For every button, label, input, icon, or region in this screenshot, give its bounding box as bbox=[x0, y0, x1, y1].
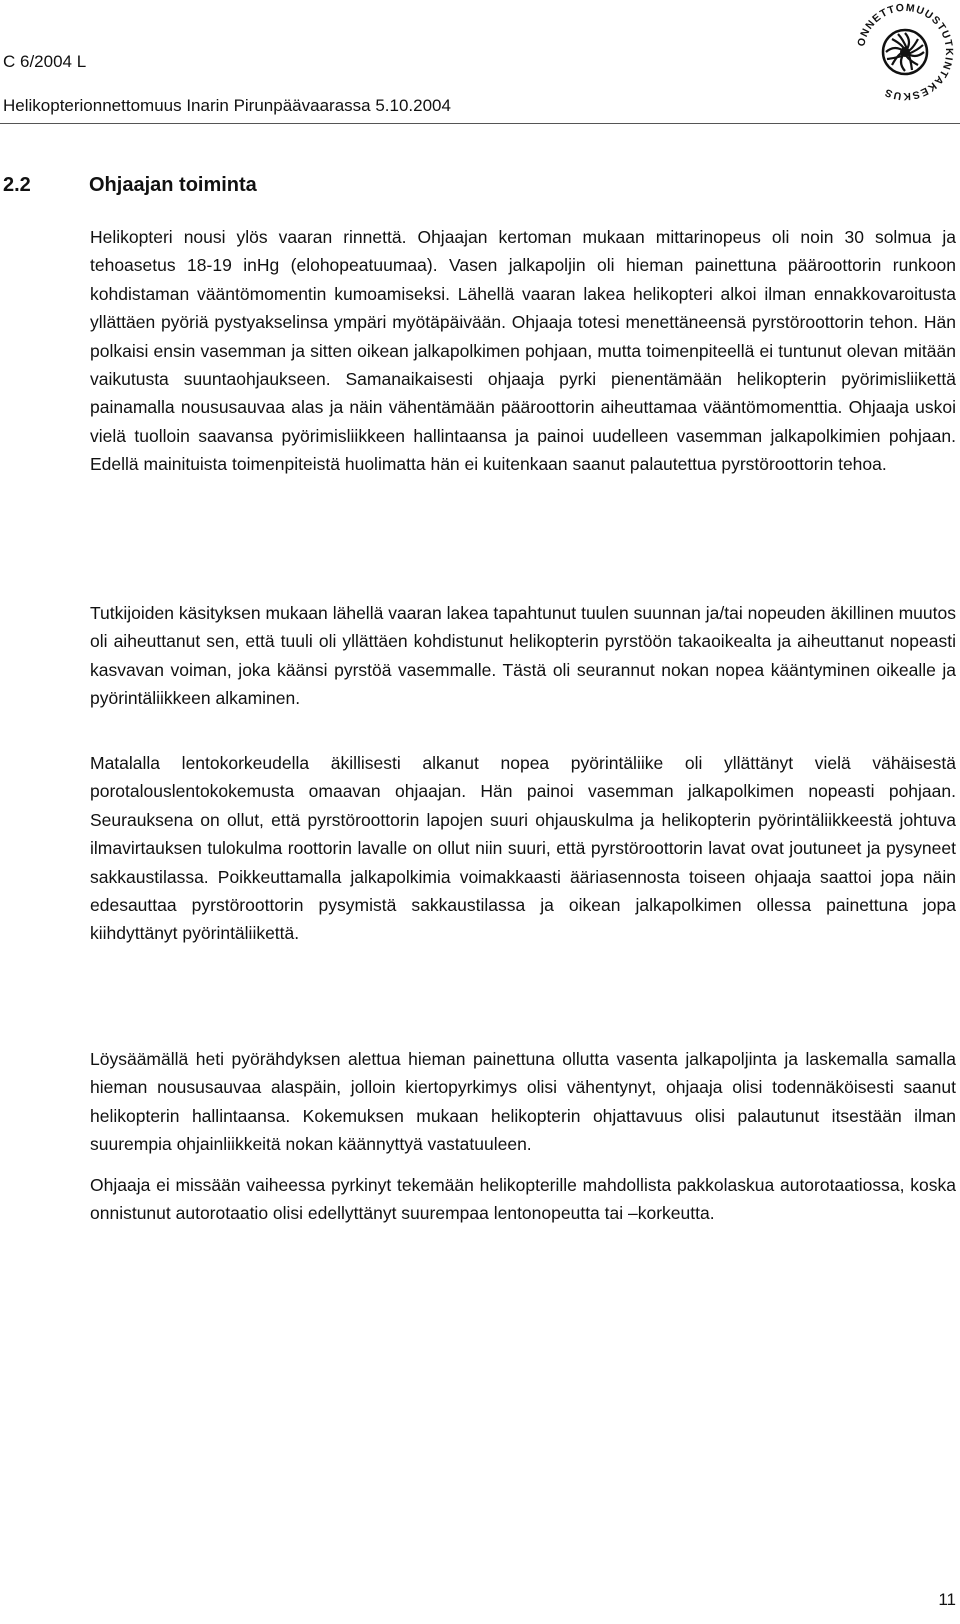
header-divider bbox=[0, 123, 960, 124]
document-title: Helikopterionnettomuus Inarin Pirunpäävaarassa 5.10.2004 bbox=[3, 96, 451, 115]
svg-text:ONNETTOMUUSTUTKINTAKESKUS: ONNETTOMUUSTUTKINTAKESKUS bbox=[855, 1, 956, 103]
section-number: 2.2 bbox=[3, 174, 31, 196]
paragraph: Löysäämällä heti pyörähdyksen alettua hieman painettuna ollutta vasenta jalkapoljinta ja laskemalla samalla hieman noususauvaa alaspäin, jolloin kiertopyrkimys olisi vähentynyt, ohjaaja olisi todennäköisesti saanut helikopterin hallintaansa. Kokemuksen mukaan helikopterin ohjattavuus olisi palautunut itsestään ilman suurempia ohjainliikkeitä nokan käännyttyä vastatuuleen. bbox=[90, 1049, 956, 1155]
page-header bbox=[0, 0, 960, 124]
paragraph: Helikopteri nousi ylös vaaran rinnettä. Ohjaajan kertoman mukaan mittarinopeus oli noin 30 solmua ja tehoasetus 18-19 inHg (elohopeatuumaa). Vasen jalkapoljin oli hieman painettuna pääroottorin runkoon kohdistaman vääntömomentin kumoamiseksi. Lähellä vaaran lakea helikopteri alkoi ilman ennakkovaroitusta yllättäen pyöriä pystyakselinsa ympäri myötäpäivään. Ohjaaja totesi menettäneensä pyrstöroottorin tehon. Hän polkaisi ensin vasemman ja sitten oikean jalkapolkimen pohjaan, mutta toimenpiteellä ei tuntunut olevan mitään vaikutusta suuntaohjaukseen. Samanaikaisesti ohjaaja pyrki pienentämään helikopterin pyörimisliikettä painamalla noususauvaa alas ja näin vähentämään pääroottorin aiheuttamaa vääntömomenttia. Ohjaaja uskoi vielä tuolloin saavansa pyörimisliikkeen hallintaansa ja painoi uudelleen vasemman jalkapolkimien pohjaan. Edellä mainituista toimenpiteistä huolimatta hän ei kuitenkaan saanut palautettua pyrstöroottorin tehoa. bbox=[90, 227, 956, 475]
section-heading bbox=[3, 172, 257, 198]
onnettomuustutkintakeskus-logo bbox=[853, 0, 957, 104]
paragraph: Ohjaaja ei missään vaiheessa pyrkinyt tekemään helikopterille mahdollista pakkolaskua autorotaatiossa, koska onnistunut autorotaatio olisi edellyttänyt suurempaa lentonopeutta tai –korkeutta. bbox=[90, 1175, 956, 1224]
logo-emblem bbox=[883, 30, 927, 74]
page-number: 11 bbox=[938, 1590, 956, 1609]
paragraph: Matalalla lentokorkeudella äkillisesti alkanut nopea pyörintäliike oli yllättänyt vielä vähäisestä porotalouslentokokemusta omaavan ohjaajan. Hän painoi vasemman jalkapolkimen nopeasti pohjaan. Seurauksena on ollut, että pyrstöroottorin lapojen suuri ohjauskulma ja helikopterin pyörintäliikkeestä johtuva ilmavirtauksen tulokulma roottorin lavalle on ollut niin suuri, että pyrstöroottorin lavat ovat joutuneet ja pysyneet sakkaustilassa. Poikkeuttamalla jalkapolkimia voimakkaasti ääriasennosta toiseen ohjaaja saattoi jopa näin edesauttaa pyrstöroottorin pysymistä sakkaustilassa ja oikean jalkapolkimen ollessa painettuna jopa kiihdyttänyt pyörintäliikettä. bbox=[90, 753, 956, 944]
document-code: C 6/2004 L bbox=[3, 52, 87, 71]
section-title: Ohjaajan toiminta bbox=[89, 174, 257, 196]
paragraph: Tutkijoiden käsityksen mukaan lähellä vaaran lakea tapahtunut tuulen suunnan ja/tai nopeuden äkillinen muutos oli aiheuttanut sen, että tuuli oli yllättäen kohdistunut helikopterin pyrstöön takaoikealta ja aiheuttanut nopeasti kasvavan voiman, joka käänsi pyrstöä vasemmalle. Tästä oli seurannut nokan nopea kääntyminen oikealle ja pyörintäliikkeen alkaminen. bbox=[90, 603, 956, 709]
